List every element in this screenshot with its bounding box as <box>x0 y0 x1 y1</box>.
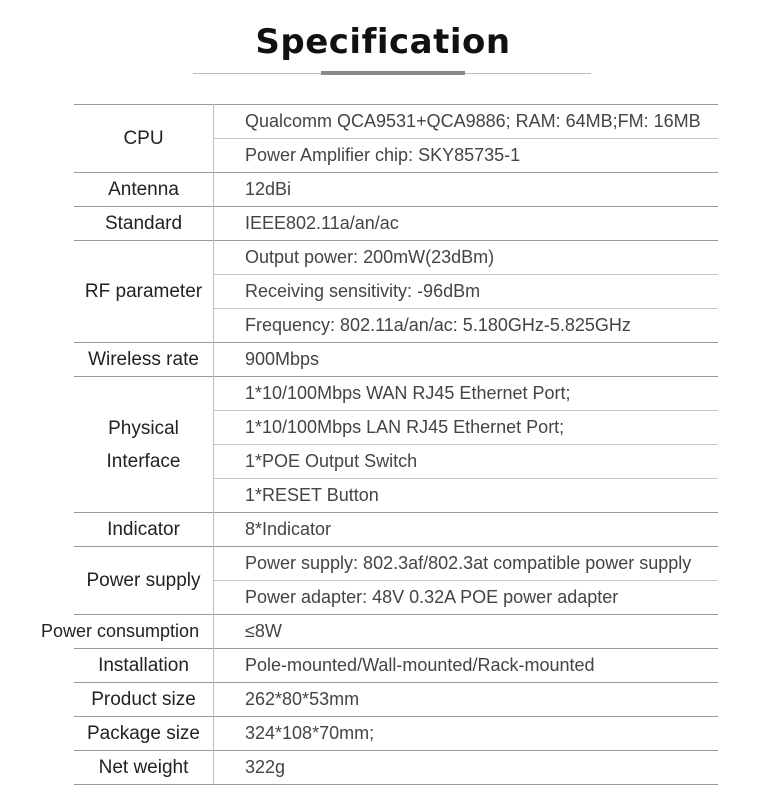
spec-row-standard <box>74 207 718 241</box>
spec-row-net-weight <box>74 751 718 785</box>
row-value: Power Amplifier chip: SKY85735-1 <box>214 138 718 172</box>
row-label: RF parameter <box>74 241 214 343</box>
row-value: 1*POE Output Switch <box>214 444 718 478</box>
row-label-line: Interface <box>106 450 181 472</box>
row-values <box>214 105 719 173</box>
page-title: Specification <box>255 22 511 62</box>
title-accent-bar <box>321 71 465 75</box>
row-value: 8*Indicator <box>214 513 719 547</box>
row-label: Indicator <box>74 513 214 547</box>
row-label: Net weight <box>74 751 214 785</box>
row-value: Power supply: 802.3af/802.3at compatible power supply <box>245 553 692 573</box>
row-value: Output power: 200mW(23dBm) <box>245 247 495 267</box>
row-value: Receiving sensitivity: -96dBm <box>214 274 718 308</box>
row-value: Pole-mounted/Wall-mounted/Rack-mounted <box>214 649 719 683</box>
row-value: ≤8W <box>214 615 719 649</box>
row-label: Standard <box>74 207 214 241</box>
row-value: 12dBi <box>214 173 719 207</box>
row-values <box>214 241 719 343</box>
row-label: Power supply <box>74 547 214 615</box>
spec-row-package-size <box>74 717 718 751</box>
spec-row-antenna <box>74 173 718 207</box>
spec-row-wireless-rate <box>74 343 718 377</box>
spec-table <box>41 104 718 785</box>
row-value: IEEE802.11a/an/ac <box>214 207 719 241</box>
row-value: 900Mbps <box>214 343 719 377</box>
spec-row-installation <box>74 649 718 683</box>
row-value: 1*10/100Mbps LAN RJ45 Ethernet Port; <box>214 410 718 444</box>
row-value: Frequency: 802.11a/an/ac: 5.180GHz-5.825GHz <box>214 308 718 342</box>
row-label <box>41 615 214 649</box>
row-values <box>214 547 719 615</box>
spec-row-physical-interface <box>74 377 718 513</box>
row-label: Package size <box>74 717 214 751</box>
row-label: Wireless rate <box>74 343 214 377</box>
row-value: 262*80*53mm <box>214 683 719 717</box>
row-label: CPU <box>74 105 214 173</box>
row-value: 322g <box>214 751 719 785</box>
row-value: Power adapter: 48V 0.32A POE power adapter <box>214 580 718 614</box>
spec-row-power-supply <box>74 547 718 615</box>
row-value: Qualcomm QCA9531+QCA9886; RAM: 64MB;FM: 16MB <box>245 111 701 131</box>
spec-row-indicator <box>74 513 718 547</box>
row-label: Product size <box>74 683 214 717</box>
row-value: 1*RESET Button <box>214 478 718 512</box>
spec-row-product-size <box>74 683 718 717</box>
row-label <box>74 377 214 513</box>
spec-row-rf-parameter <box>74 241 718 343</box>
spec-row-cpu <box>74 105 718 173</box>
row-label-text: Power consumption <box>41 621 200 641</box>
row-label-line: Physical <box>108 417 179 439</box>
row-label: Installation <box>74 649 214 683</box>
row-value: 1*10/100Mbps WAN RJ45 Ethernet Port; <box>245 383 571 403</box>
row-values <box>214 377 719 513</box>
row-value: 324*108*70mm; <box>214 717 719 751</box>
row-label: Antenna <box>74 173 214 207</box>
spec-row-power-consumption <box>74 615 718 649</box>
